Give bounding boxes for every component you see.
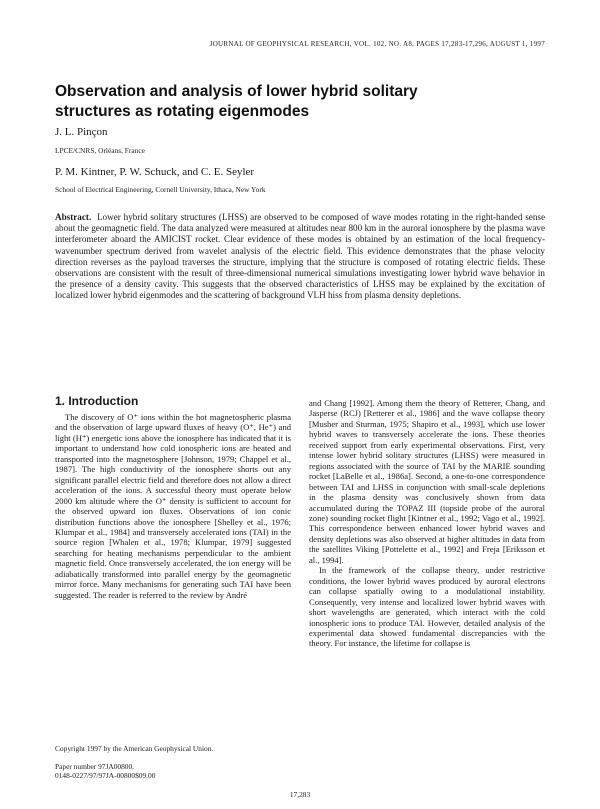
issn-code: 0148-0227/97/97JA-00800$09.00	[55, 771, 156, 780]
title-line-2: structures as rotating eigenmodes	[55, 103, 310, 120]
running-head: JOURNAL OF GEOPHYSICAL RESEARCH, VOL. 102, NO. A8, PAGES 17,283-17,296, AUGUST 1, 1997	[209, 40, 545, 48]
body-paragraph-right-1: and Chang [1992]. Among them the theory of Retterer, Chang, and Jasperse (RCJ) [Retterer et al., 1986] and the wave collapse theory [Musher and Sturman, 1975; Shapiro et al., 1993], which use lower hybrid waves to transversely accelerate the ions. These theories received support from early experimental observations. First, very intense lower hybrid solitary structures (LHSS) were measured in regions associated with the source of TAI by the MARIE sounding rocket [LaBelle et al., 1986a]. Second, a one-to-one correspondence between TAI and LHSS in conjunction with small-scale depletions in the plasma density was conclusively shown from data accumulated during the TOPAZ III (topside probe of the auroral zone) sounding rocket flight [Kintner et al., 1992; Vago et al., 1992]. This correspondence between enhanced lower hybrid waves and density depletions was also observed at higher altitudes in data from the satellites Viking [Pottelette et al., 1992] and Freja [Eriksson et al., 1994].	[309, 398, 545, 565]
copyright-notice: Copyright 1997 by the American Geophysical Union.	[55, 744, 214, 753]
copyright-footnote	[55, 744, 291, 780]
paper-number: Paper number 97JA00800.	[55, 762, 135, 771]
author-affiliation-1: LPCE/CNRS, Orléans, France	[55, 146, 145, 155]
paper-title	[55, 82, 495, 122]
abstract-label: Abstract.	[55, 212, 92, 222]
title-line-1: Observation and analysis of lower hybrid solitary	[55, 83, 418, 100]
page-number: 17,283	[289, 790, 311, 799]
body-column-right	[309, 398, 545, 649]
abstract-text: Lower hybrid solitary structures (LHSS) are observed to be composed of wave modes rotating in the right-handed sense about the geomagnetic field. The data analyzed were measured at altitudes near 800 km in the auroral ionosphere by the plasma wave interferometer aboard the AMICIST rocket. Clear evidence of these modes is obtained by an estimation of the local frequency-wavenumber spectrum derived from wavelet analysis of the electric field. This evidence demonstrates that the phase velocity direction reverses as the payload traverses the structure, implying that the structure is composed of rotating electric fields. These observations are consistent with the result of three-dimensional numerical simulations investigating lower hybrid wave behavior in the presence of a density cavity. This suggests that the observed characteristics of LHSS may be explained by the excitation of localized lower hybrid eigenmodes and the scattering of background VLH hiss from plasma density depletions.	[55, 212, 546, 301]
body-paragraph-right-2: In the framework of the collapse theory, under restrictive conditions, the lower hybrid waves produced by auroral electrons can collapse spatially owing to a modulational instability. Consequently, very intense and localized lower hybrid waves with short wavelengths are generated, which interact with the cold ionospheric ions to produce TAI. However, detailed analysis of the experimental data showed fundamental discrepancies with the theory. For instance, the lifetime for collapse is	[309, 565, 545, 649]
body-column-left: The discovery of O⁺ ions within the hot magnetospheric plasma and the observation of large upward fluxes of heavy (O⁺, He⁺) and light (H⁺) energetic ions above the ionosphere has indicated that it is important to understand how cold ionospheric ions are heated and transported into the magnetosphere [Johnson, 1979; Chappel et al., 1987]. The high conductivity of the ionosphere shorts out any significant parallel electric field and therefore does not allow a direct acceleration of the ions. A successful theory must operate below 2000 km altitude where the O⁺ density is sufficient to account for the observed upward ion fluxes. Observations of ion conic distribution functions above the ionosphere [Shelley et al., 1976; Klumpar et al., 1984] and transversely accelerated ions (TAI) in the source region [Whalen et al., 1978; Klumpar, 1979] suggested searching for heating mechanisms perpendicular to the ambient magnetic field. Once transversely accelerated, the ion energy will be adiabatically transformed into parallel energy by the geomagnetic mirror force. Many mechanisms for generating such TAI have been suggested. The reader is referred to the review by André	[55, 412, 291, 600]
author-affiliation-2: School of Electrical Engineering, Cornell University, Ithaca, New York	[55, 185, 266, 194]
abstract	[55, 212, 545, 302]
author-names-1: J. L. Pinçon	[55, 126, 108, 138]
author-names-2: P. M. Kintner, P. W. Schuck, and C. E. Seyler	[55, 166, 255, 178]
section-heading-introduction: 1. Introduction	[55, 394, 139, 408]
